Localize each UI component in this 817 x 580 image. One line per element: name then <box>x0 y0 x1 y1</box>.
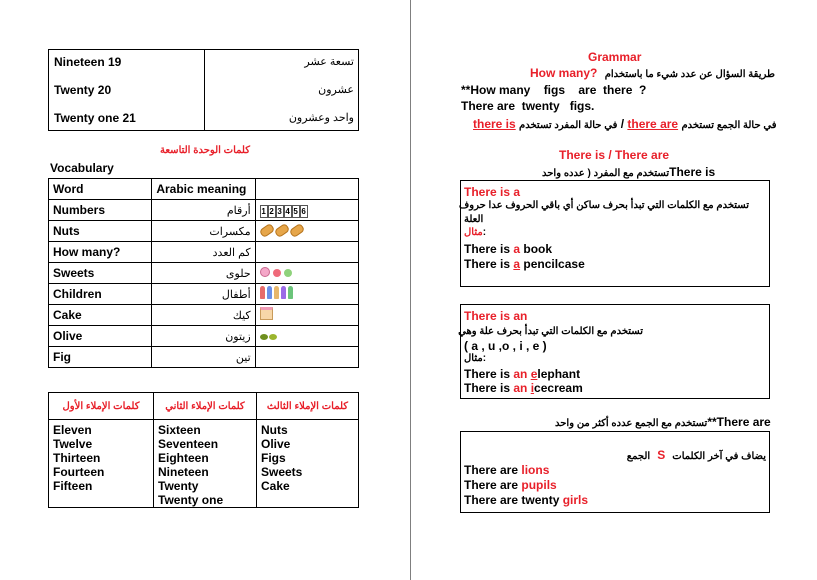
header-word: Word <box>49 179 152 200</box>
list-item: Eighteen <box>158 451 209 465</box>
vocab-arabic: مكسرات <box>152 221 255 242</box>
box3-example-1: There are lions <box>464 463 550 477</box>
digits-icon: 1 2 3 4 5 6 <box>261 206 306 216</box>
vocab-arabic: تين <box>152 347 255 368</box>
box3-rule: الجمع S يضاف في آخر الكلمات <box>626 448 766 462</box>
box2-rule: تستخدم مع الكلمات التي تبدأ بحرف علة وهي <box>458 326 643 337</box>
there-is-an-box <box>460 304 770 399</box>
list-item: Sixteen <box>158 423 201 437</box>
spelling-header-1: كلمات الإملاء الأول <box>49 393 154 420</box>
page-divider <box>410 0 411 580</box>
there-is-heading-line <box>542 165 715 179</box>
box2-vowels: ( a , u ,o , i , e ) <box>464 339 547 353</box>
grammar-title: Grammar <box>588 50 642 64</box>
there-are-ar: تستخدم مع الجمع عدده أكثر من واحد <box>555 418 708 429</box>
how-many-ar: طريقة السؤال عن عدد شيء ما باستخدام <box>604 69 775 80</box>
vocab-word: How many? <box>49 242 152 263</box>
table-row <box>49 393 359 420</box>
number-en-20: Twenty 20 <box>54 83 112 97</box>
vocab-arabic: كم العدد <box>152 242 255 263</box>
box3-example-2: There are pupils <box>464 478 557 492</box>
list-item: Nineteen <box>158 465 209 479</box>
box2-title: There is an <box>464 309 528 323</box>
there-is-heading: There is <box>669 165 716 179</box>
spelling-header-2: كلمات الإملاء الثاني <box>154 393 257 420</box>
slash: / <box>617 117 628 131</box>
box1-title: There is a <box>464 185 521 199</box>
vocab-arabic: زيتون <box>152 326 255 347</box>
list-item: Eleven <box>53 423 92 437</box>
table-row <box>49 420 359 508</box>
question-line: **How many figs are there ? <box>461 83 647 97</box>
vocab-word: Nuts <box>49 221 152 242</box>
there-is-ar: تستخدم مع المفرد ( عدده واحد <box>542 168 670 179</box>
table-row <box>49 200 359 221</box>
number-en-19: Nineteen 19 <box>54 55 122 69</box>
spelling-header-3: كلمات الإملاء الثالث <box>257 393 359 420</box>
vocab-arabic: حلوى <box>152 263 255 284</box>
spelling-table <box>48 392 359 508</box>
list-item: Twenty one <box>158 493 224 507</box>
vocab-arabic: أرقام <box>152 200 255 221</box>
list-item: Sweets <box>261 465 303 479</box>
how-many-en: How many? <box>530 66 598 80</box>
box1-example-1: There is a book <box>464 242 553 256</box>
list-item: Fifteen <box>53 479 93 493</box>
unit-words-title: كلمات الوحدة التاسعة <box>160 145 250 156</box>
there-are-red: there are <box>627 117 679 131</box>
there-is-a-box <box>460 180 770 287</box>
box1-rule: تستخدم مع الكلمات التي تبدأ بحرف ساكن أي باقي الحروف عدا حروف <box>458 200 749 211</box>
box1-example-2: There is a pencilcase <box>464 257 585 271</box>
vocab-word: Children <box>49 284 152 305</box>
list-item: Thirteen <box>53 451 101 465</box>
there-is-red: there is <box>473 117 516 131</box>
table-row <box>49 179 359 200</box>
list-item: Nuts <box>261 423 288 437</box>
list-item: Twenty <box>158 479 199 493</box>
list-item: Cake <box>261 479 290 493</box>
list-item: Fourteen <box>53 465 105 479</box>
vocab-word: Olive <box>49 326 152 347</box>
answer-line: There are twenty figs. <box>461 99 595 113</box>
vocabulary-table <box>48 178 359 368</box>
header-meaning: Arabic meaning <box>152 179 255 200</box>
box1-example-label: مثال: <box>464 227 487 238</box>
box2-example-1: There is an elephant <box>464 367 581 381</box>
table-row <box>49 347 359 368</box>
table-row <box>49 221 359 242</box>
box3-example-3: There are twenty girls <box>464 493 589 507</box>
vocab-arabic: كيك <box>152 305 255 326</box>
list-item: Seventeen <box>158 437 219 451</box>
peanuts-icon <box>260 224 305 238</box>
table-row <box>49 326 359 347</box>
vocab-word: Numbers <box>49 200 152 221</box>
number-ar-19: تسعة عشر <box>304 56 354 68</box>
number-ar-20: عشرون <box>318 84 354 96</box>
there-are-box <box>460 431 770 513</box>
spelling-list-3 <box>257 420 359 508</box>
number-en-21: Twenty one 21 <box>54 111 136 125</box>
vocabulary-title: Vocabulary <box>50 161 114 175</box>
children-icon <box>260 288 295 302</box>
vocab-word: Sweets <box>49 263 152 284</box>
spelling-list-1 <box>49 420 154 508</box>
olive-icon <box>260 329 277 343</box>
table-row <box>49 242 359 263</box>
plural-ar-2: في حالة المفرد تستخدم <box>519 120 618 131</box>
there-is-there-are-title: There is / There are <box>559 148 670 162</box>
list-item: Figs <box>261 451 286 465</box>
how-many-line <box>530 66 775 80</box>
spelling-list-2 <box>154 420 257 508</box>
numbers-table <box>48 49 359 131</box>
vocab-arabic: أطفال <box>152 284 255 305</box>
usage-line <box>473 117 777 131</box>
box2-example-label: مثال: <box>464 353 487 364</box>
vocab-word: Cake <box>49 305 152 326</box>
there-are-heading: **There are <box>707 415 771 429</box>
list-item: Twelve <box>53 437 93 451</box>
plural-ar-1: في حالة الجمع تستخدم <box>681 120 777 131</box>
vocab-word: Fig <box>49 347 152 368</box>
list-item: Olive <box>261 437 291 451</box>
number-ar-21: واحد وعشرون <box>288 112 354 124</box>
table-row <box>49 284 359 305</box>
table-row <box>49 305 359 326</box>
cake-icon <box>260 307 273 320</box>
box2-example-2: There is an icecream <box>464 381 583 395</box>
there-are-heading-line <box>555 415 771 429</box>
box1-rule-2: العلة <box>464 214 484 225</box>
table-row <box>49 263 359 284</box>
candy-icon <box>260 266 295 280</box>
